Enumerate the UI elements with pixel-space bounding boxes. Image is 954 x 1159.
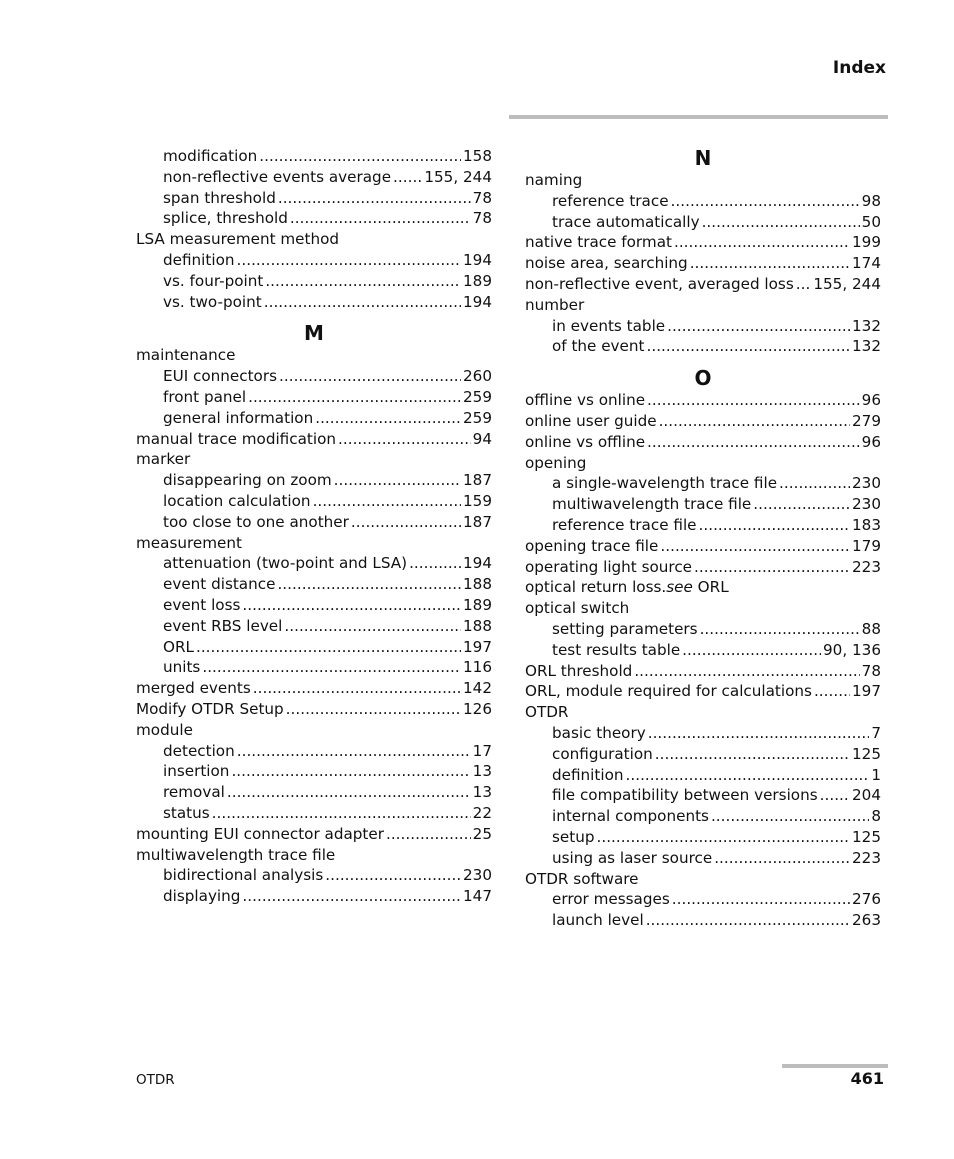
index-entry-page: 194 — [463, 292, 492, 311]
index-entry-page: 230 — [463, 866, 492, 885]
index-entry — [136, 146, 492, 167]
index-entry-page: 159 — [463, 491, 492, 510]
index-entry-label: OTDR — [525, 703, 569, 722]
dot-leader — [409, 553, 461, 574]
index-entry-label: optical return loss. — [525, 578, 667, 597]
index-entry-label: error messages — [552, 890, 670, 909]
index-entry-label: too close to one another — [163, 512, 349, 531]
index-entry — [525, 232, 881, 253]
index-entry — [136, 366, 492, 387]
dot-leader — [796, 274, 812, 295]
index-entry — [525, 723, 881, 744]
index-column-right — [525, 146, 881, 931]
index-entry — [136, 491, 492, 512]
dot-leader — [248, 387, 461, 408]
section-n-entries — [525, 170, 881, 357]
index-entry-label: setup — [552, 827, 595, 846]
index-entry-page: 230 — [852, 495, 881, 514]
index-entry-label: using as laser source — [552, 848, 713, 867]
index-entry-page: 126 — [463, 699, 492, 718]
index-entry — [525, 910, 881, 931]
dot-leader — [231, 761, 470, 782]
index-entry — [525, 577, 881, 598]
dot-leader — [259, 146, 461, 167]
index-entry-label: attenuation (two-point and LSA) — [163, 554, 408, 573]
index-entry — [136, 229, 492, 250]
footer-product: OTDR — [136, 1072, 175, 1088]
dot-leader — [202, 657, 461, 678]
index-entry-label: reference trace — [552, 191, 669, 210]
dot-leader — [659, 411, 850, 432]
dot-leader — [212, 803, 471, 824]
dot-leader — [820, 785, 850, 806]
index-entry — [525, 785, 881, 806]
index-entry — [525, 848, 881, 869]
index-entry — [136, 845, 492, 866]
section-letter-m: M — [304, 321, 324, 346]
index-entry-page: 276 — [852, 890, 881, 909]
index-entry — [136, 595, 492, 616]
index-entry — [525, 432, 881, 453]
dot-leader — [667, 316, 850, 337]
dot-leader — [814, 681, 850, 702]
index-entry-page: 259 — [463, 387, 492, 406]
see-target: ORL — [692, 578, 729, 597]
index-entry-label: in events table — [552, 316, 666, 335]
index-entry-label: test results table — [552, 640, 681, 659]
dot-leader — [386, 824, 471, 845]
dot-leader — [237, 250, 462, 271]
dot-leader — [699, 515, 850, 536]
index-entry-label: merged events — [136, 679, 251, 698]
index-entry-label: disappearing on zoom — [163, 471, 332, 490]
index-entry-page: 155, 244 — [424, 167, 492, 186]
index-entry — [525, 889, 881, 910]
dot-leader — [313, 491, 461, 512]
index-entry-page: 188 — [463, 616, 492, 635]
dot-leader — [279, 366, 461, 387]
dot-leader — [634, 661, 859, 682]
dot-leader — [277, 574, 461, 595]
index-entry — [136, 167, 492, 188]
index-entry-label: bidirectional analysis — [163, 866, 324, 885]
dot-leader — [284, 616, 461, 637]
index-entry — [136, 699, 492, 720]
index-entry-label: general information — [163, 408, 314, 427]
index-entry-label: a single-wavelength trace file — [552, 474, 778, 493]
dot-leader — [655, 744, 850, 765]
index-entry-page: 197 — [852, 682, 881, 701]
index-entry-label: units — [163, 658, 201, 677]
index-entry-label: non-reflective events average — [163, 167, 392, 186]
index-entry — [525, 336, 881, 357]
index-entry-label: reference trace file — [552, 515, 697, 534]
index-entry — [525, 702, 881, 723]
index-entry-label: definition — [552, 765, 624, 784]
dot-leader — [278, 188, 471, 209]
index-entry-label: insertion — [163, 762, 230, 781]
index-entry-page: 260 — [463, 367, 492, 386]
index-entry — [136, 803, 492, 824]
dot-leader — [242, 595, 461, 616]
index-column-left — [136, 146, 492, 907]
dot-leader — [393, 167, 422, 188]
index-entry-page: 230 — [852, 474, 881, 493]
index-entry-label: definition — [163, 250, 235, 269]
index-entry — [136, 782, 492, 803]
index-entry-page: 158 — [463, 147, 492, 165]
index-entry — [136, 387, 492, 408]
index-entry-label: opening — [525, 453, 587, 472]
index-entry — [525, 515, 881, 536]
index-entry-label: offline vs online — [525, 391, 646, 410]
footer-rule — [782, 1064, 888, 1068]
dot-leader — [672, 889, 850, 910]
index-entry — [136, 345, 492, 366]
dot-leader — [648, 723, 870, 744]
index-entry-page: 187 — [463, 512, 492, 531]
index-entry-page: 1 — [871, 765, 881, 784]
index-entry-label: vs. two-point — [163, 292, 262, 311]
index-entry-label: event RBS level — [163, 616, 283, 635]
index-entry-page: 132 — [852, 337, 881, 356]
section-letter-o: O — [694, 366, 712, 391]
index-entry-label: multiwavelength trace file — [552, 495, 752, 514]
index-entry — [525, 316, 881, 337]
index-entry-page: 259 — [463, 408, 492, 427]
index-entry-label: detection — [163, 741, 235, 760]
index-entry-page: 96 — [861, 432, 881, 451]
index-entry — [525, 390, 881, 411]
index-entry-label: online vs offline — [525, 432, 646, 451]
index-entry-label: ORL, module required for calculations — [525, 682, 812, 701]
index-entry-page: 78 — [861, 661, 881, 680]
index-entry — [136, 449, 492, 470]
dot-leader — [660, 536, 850, 557]
index-entry-page: 188 — [463, 575, 492, 594]
footer-page-number: 461 — [850, 1069, 884, 1088]
dot-leader — [711, 806, 869, 827]
index-entry-page: 194 — [463, 250, 492, 269]
see-reference: see — [666, 578, 693, 597]
index-entry-label: removal — [163, 783, 225, 802]
index-entry-page: 263 — [852, 911, 881, 930]
index-entry-page: 197 — [463, 637, 492, 656]
index-entry-page: 50 — [861, 212, 881, 231]
index-entry — [136, 271, 492, 292]
section-letter-n: N — [694, 146, 712, 170]
index-entry-label: modification — [163, 147, 258, 165]
index-entry-page: 88 — [861, 619, 881, 638]
index-entry-label: manual trace modification — [136, 429, 336, 448]
dot-leader — [700, 619, 860, 640]
section-o-entries — [525, 390, 881, 931]
index-entry — [136, 188, 492, 209]
index-entry-label: configuration — [552, 744, 653, 763]
index-entry — [525, 827, 881, 848]
index-entry-label: internal components — [552, 807, 709, 826]
index-entry-label: marker — [136, 450, 191, 469]
index-entry-label: displaying — [163, 887, 241, 906]
index-entry-label: file compatibility between versions — [552, 786, 818, 805]
index-entry — [525, 295, 881, 316]
index-entry — [136, 408, 492, 429]
dot-leader — [647, 390, 860, 411]
index-entry-label: naming — [525, 171, 583, 189]
index-entry — [136, 637, 492, 658]
index-entry-label: module — [136, 720, 193, 739]
dot-leader — [338, 429, 471, 450]
index-entry — [525, 536, 881, 557]
dot-leader — [286, 699, 461, 720]
index-entry — [525, 494, 881, 515]
index-entry-label: OTDR software — [525, 869, 639, 888]
dot-leader — [646, 910, 850, 931]
index-entry — [525, 598, 881, 619]
dot-leader — [694, 557, 850, 578]
index-entry-page: 94 — [472, 429, 492, 448]
dot-leader — [646, 336, 850, 357]
dot-leader — [351, 512, 461, 533]
index-entry-label: event loss — [163, 595, 241, 614]
index-entry-page: 199 — [852, 233, 881, 252]
index-entry-label: native trace format — [525, 233, 672, 252]
index-entry-label: Modify OTDR Setup — [136, 699, 284, 718]
index-entry-label: trace automatically — [552, 212, 700, 231]
dot-leader — [682, 640, 821, 661]
index-entry-page: 125 — [852, 827, 881, 846]
index-entry-page: 98 — [861, 191, 881, 210]
index-entry-page: 17 — [472, 741, 492, 760]
index-entry-page: 179 — [852, 536, 881, 555]
index-entry — [136, 512, 492, 533]
index-entry-label: ORL threshold — [525, 661, 633, 680]
index-entry-page: 279 — [852, 411, 881, 430]
dot-leader — [237, 741, 471, 762]
index-entry — [136, 553, 492, 574]
index-entry — [525, 274, 881, 295]
dot-leader — [626, 765, 870, 786]
index-entry-label: LSA measurement method — [136, 230, 340, 249]
index-entry-page: 132 — [852, 316, 881, 335]
index-entry-page: 142 — [463, 679, 492, 698]
index-entry-label: multiwavelength trace file — [136, 845, 336, 864]
index-entry-page: 204 — [852, 786, 881, 805]
index-entry-label: of the event — [552, 337, 645, 356]
index-entry — [136, 657, 492, 678]
index-entry — [136, 678, 492, 699]
dot-leader — [264, 292, 461, 313]
index-entry-label: status — [163, 803, 210, 822]
index-entry-label: operating light source — [525, 557, 693, 576]
index-entry-page: 13 — [472, 783, 492, 802]
index-entry-label: ORL — [163, 637, 194, 656]
index-entry-label: front panel — [163, 387, 247, 406]
index-entry — [136, 208, 492, 229]
index-entry — [525, 170, 881, 191]
index-entry-label: span threshold — [163, 188, 276, 207]
index-entry — [525, 212, 881, 233]
dot-leader — [290, 208, 471, 229]
index-entry-page: 8 — [871, 807, 881, 826]
index-entry — [136, 741, 492, 762]
dot-leader — [265, 271, 461, 292]
index-entry — [525, 253, 881, 274]
index-entry — [136, 250, 492, 271]
dot-leader — [779, 473, 850, 494]
index-entry-page: 223 — [852, 557, 881, 576]
index-entry-label: launch level — [552, 911, 644, 930]
index-entry-page: 7 — [871, 723, 881, 742]
index-entry — [525, 681, 881, 702]
index-entry-label: splice, threshold — [163, 209, 288, 228]
index-entry-label: number — [525, 295, 585, 314]
index-entry-page: 78 — [472, 209, 492, 228]
index-entry-label: maintenance — [136, 346, 236, 365]
index-entry-page: 22 — [472, 803, 492, 822]
index-entry-page: 96 — [861, 391, 881, 410]
dot-leader — [753, 494, 850, 515]
index-entry-page: 174 — [852, 254, 881, 273]
index-entry-label: noise area, searching — [525, 254, 688, 273]
index-entry — [136, 761, 492, 782]
index-entry-label: basic theory — [552, 723, 646, 742]
index-entry-label: optical switch — [525, 599, 630, 618]
dot-leader — [325, 865, 461, 886]
index-entry-page: 147 — [463, 887, 492, 906]
index-entry-label: event distance — [163, 575, 276, 594]
index-entry — [136, 470, 492, 491]
index-entry-page: 194 — [463, 554, 492, 573]
left-top-entries — [136, 146, 492, 312]
index-entry-label: EUI connectors — [163, 367, 278, 386]
index-entry-page: 116 — [463, 658, 492, 677]
dot-leader — [596, 827, 850, 848]
index-entry-page: 189 — [463, 595, 492, 614]
dot-leader — [674, 232, 850, 253]
index-entry-label: measurement — [136, 533, 242, 552]
index-entry-page: 187 — [463, 471, 492, 490]
dot-leader — [227, 782, 471, 803]
page-header-title: Index — [832, 58, 886, 78]
index-entry — [136, 720, 492, 741]
index-entry — [525, 473, 881, 494]
index-entry — [136, 292, 492, 313]
index-entry — [525, 557, 881, 578]
index-entry-page: 125 — [852, 744, 881, 763]
index-entry-page: 183 — [852, 515, 881, 534]
index-entry — [136, 533, 492, 554]
dot-leader — [242, 886, 461, 907]
index-entry-page: 90, 136 — [823, 640, 881, 659]
index-entry — [136, 616, 492, 637]
dot-leader — [647, 432, 860, 453]
index-entry-label: non-reflective event, averaged loss — [525, 274, 794, 293]
index-entry — [525, 453, 881, 474]
index-entry-label: online user guide — [525, 411, 657, 430]
index-entry — [525, 765, 881, 786]
index-entry — [525, 869, 881, 890]
index-entry-page: 13 — [472, 762, 492, 781]
dot-leader — [690, 253, 850, 274]
index-entry-page: 78 — [472, 188, 492, 207]
index-entry — [136, 824, 492, 845]
index-entry — [136, 865, 492, 886]
dot-leader — [196, 637, 461, 658]
header-rule — [509, 115, 888, 119]
dot-leader — [334, 470, 461, 491]
index-entry-label: mounting EUI connector adapter — [136, 824, 384, 843]
index-entry-page: 25 — [472, 824, 492, 843]
index-entry-label: location calculation — [163, 491, 311, 510]
index-entry — [525, 744, 881, 765]
index-entry — [136, 886, 492, 907]
index-entry-page: 189 — [463, 271, 492, 290]
index-entry — [136, 574, 492, 595]
dot-leader — [714, 848, 850, 869]
index-entry-label: opening trace file — [525, 536, 659, 555]
index-entry — [525, 640, 881, 661]
dot-leader — [315, 408, 461, 429]
dot-leader — [253, 678, 461, 699]
section-m-entries — [136, 345, 492, 907]
index-entry-page: 155, 244 — [813, 274, 881, 293]
index-entry-page: 223 — [852, 848, 881, 867]
index-entry — [136, 429, 492, 450]
dot-leader — [671, 191, 860, 212]
index-entry-label: setting parameters — [552, 619, 698, 638]
index-entry — [525, 619, 881, 640]
index-entry — [525, 411, 881, 432]
index-entry — [525, 191, 881, 212]
index-entry — [525, 661, 881, 682]
index-entry — [525, 806, 881, 827]
index-entry-label: vs. four-point — [163, 271, 264, 290]
dot-leader — [702, 212, 860, 233]
